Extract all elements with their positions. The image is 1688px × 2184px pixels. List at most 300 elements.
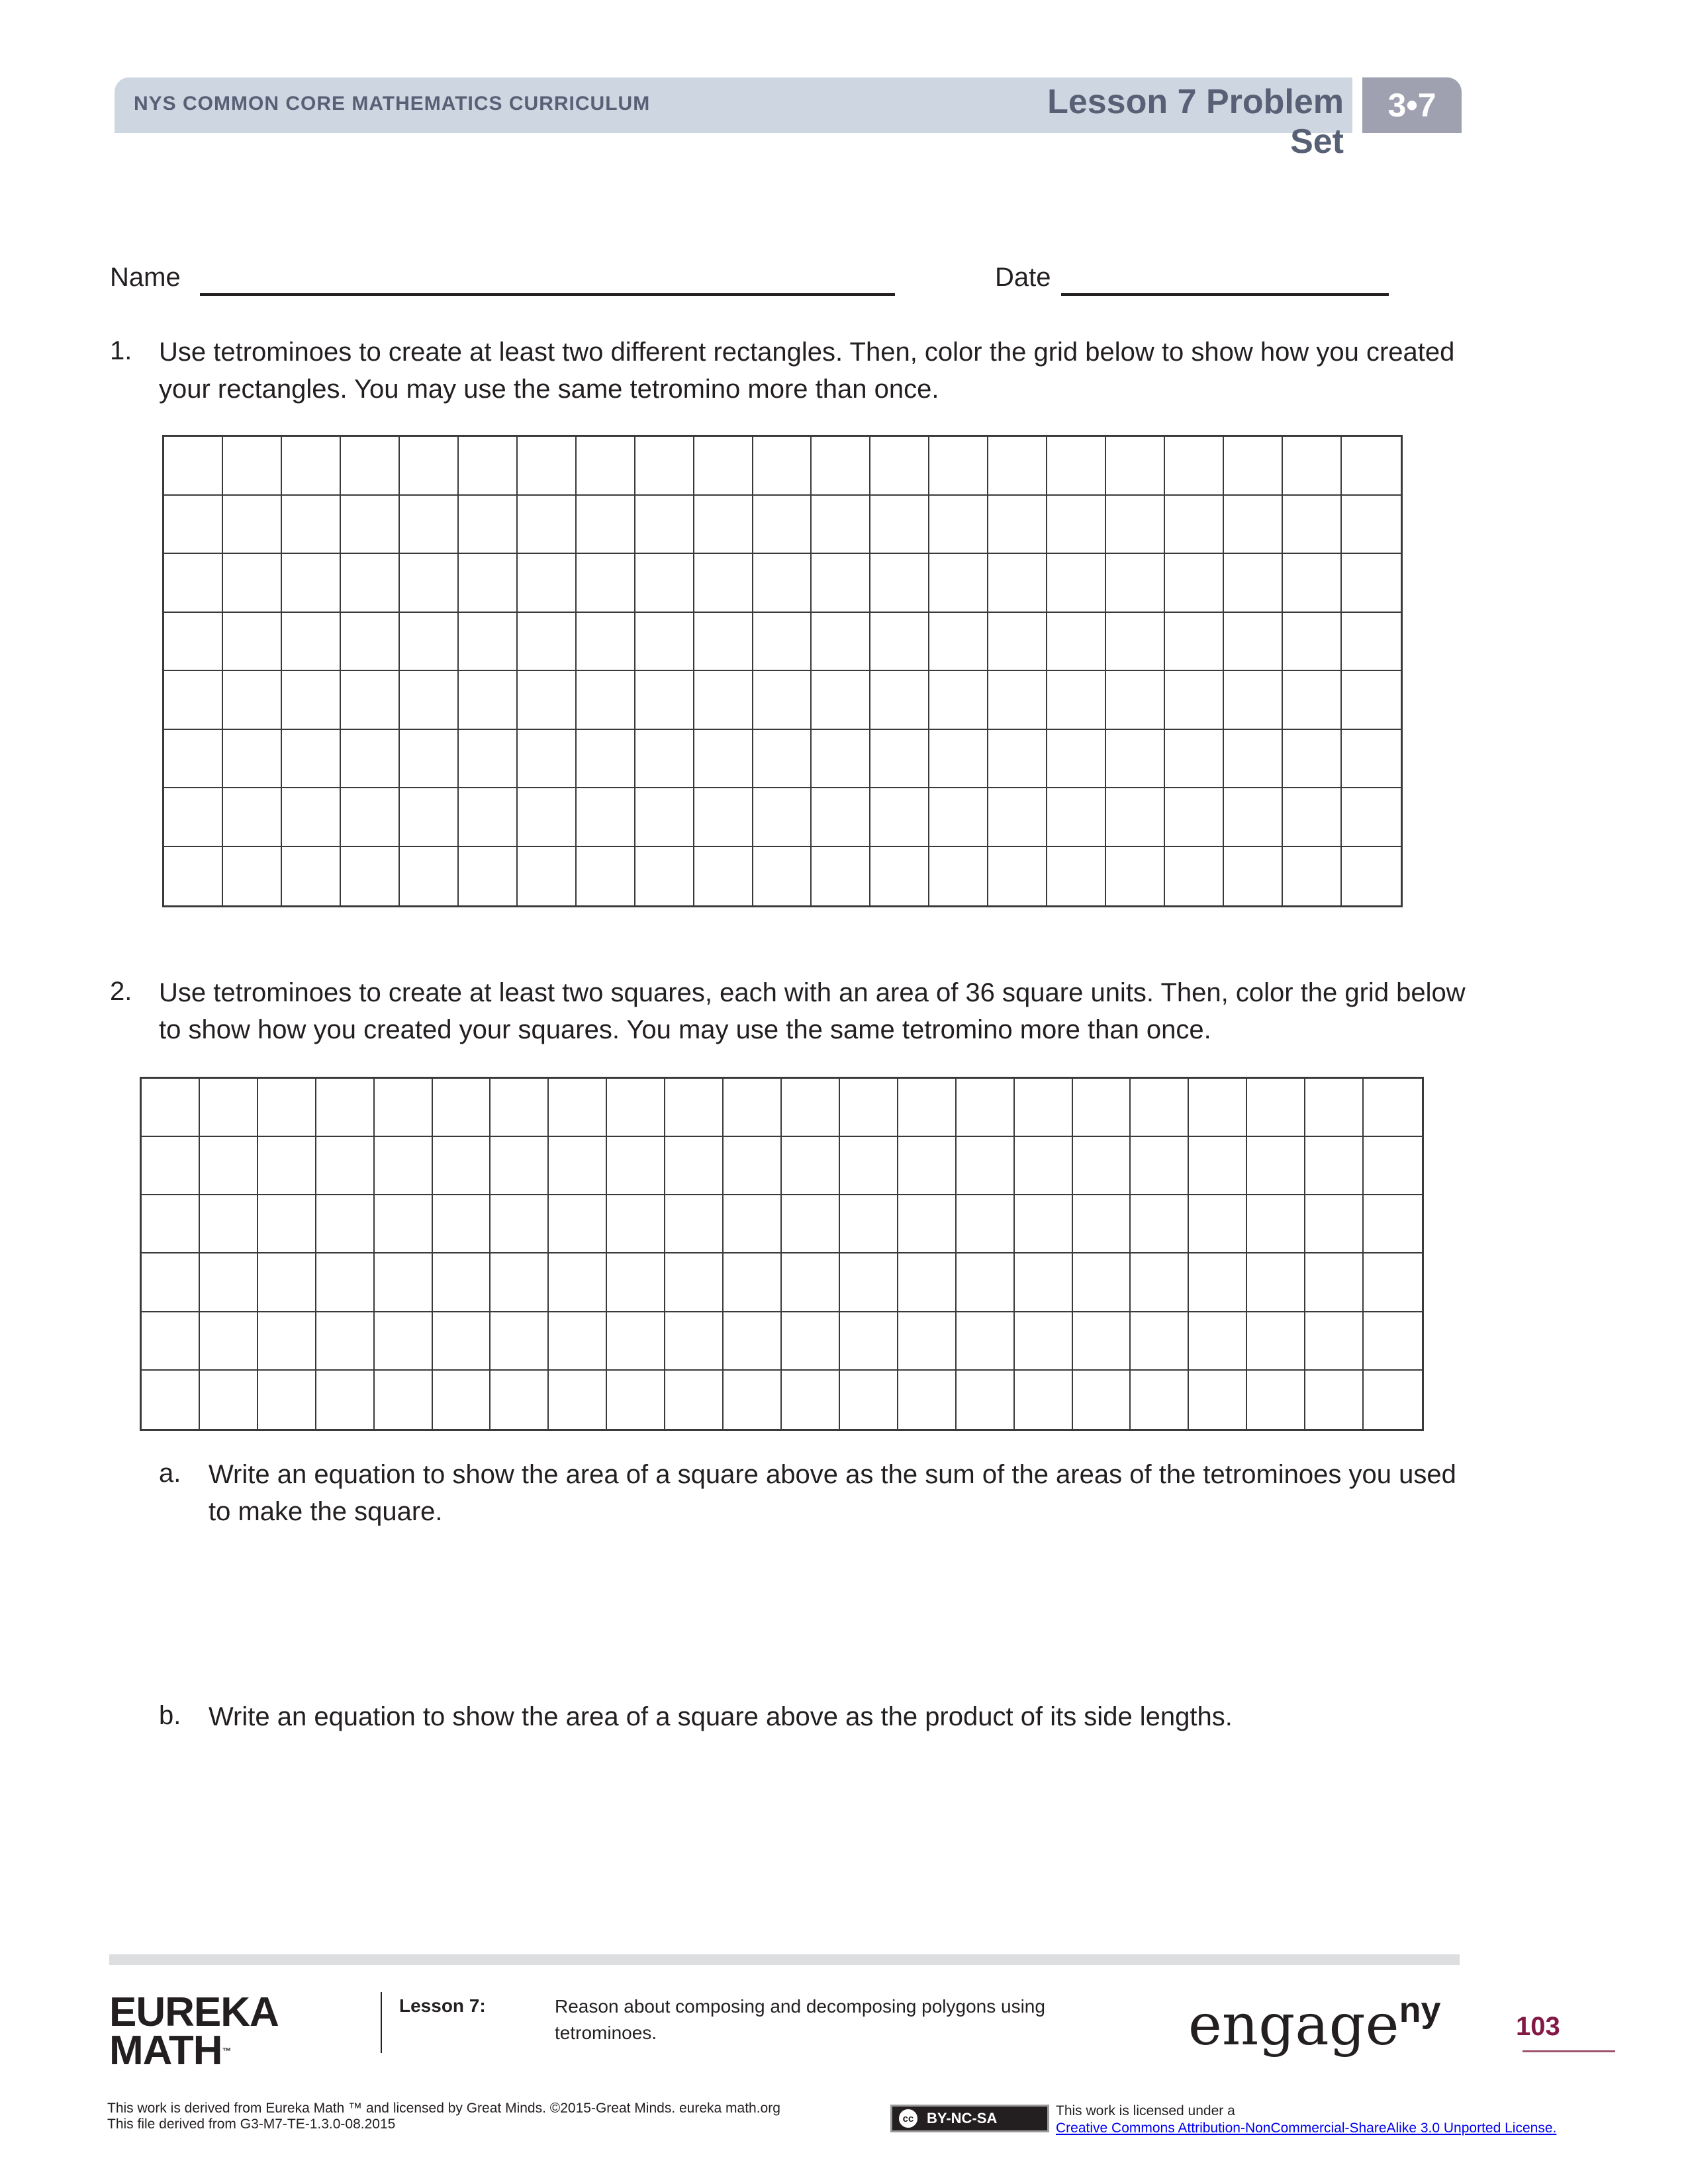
grid-cell[interactable] <box>341 730 400 789</box>
grid-cell[interactable] <box>1224 496 1283 555</box>
grid-cell[interactable] <box>694 554 753 613</box>
grid-cell[interactable] <box>491 1312 549 1371</box>
grid-cell[interactable] <box>1106 554 1165 613</box>
grid-cell[interactable] <box>694 847 753 906</box>
grid-cell[interactable] <box>1073 1312 1131 1371</box>
grid-cell[interactable] <box>142 1253 200 1312</box>
grid-cell[interactable] <box>375 1312 433 1371</box>
grid-cell[interactable] <box>258 1253 316 1312</box>
grid-cell[interactable] <box>812 788 870 847</box>
grid-cell[interactable] <box>459 788 518 847</box>
grid-cell[interactable] <box>898 1312 957 1371</box>
grid-cell[interactable] <box>433 1079 491 1137</box>
grid-cell[interactable] <box>988 847 1047 906</box>
grid-cell[interactable] <box>577 613 635 672</box>
grid-cell[interactable] <box>223 437 282 496</box>
grid-cell[interactable] <box>1364 1079 1422 1137</box>
grid-cell[interactable] <box>607 1371 665 1429</box>
grid-cell[interactable] <box>1106 847 1165 906</box>
grid-cell[interactable] <box>988 671 1047 730</box>
grid-cell[interactable] <box>607 1253 665 1312</box>
grid-cell[interactable] <box>1342 788 1401 847</box>
grid-cell[interactable] <box>549 1253 607 1312</box>
name-field[interactable] <box>200 293 895 296</box>
grid-cell[interactable] <box>840 1079 898 1137</box>
grid-cell[interactable] <box>840 1137 898 1195</box>
grid-cell[interactable] <box>1047 788 1106 847</box>
grid-cell[interactable] <box>1047 496 1106 555</box>
grid-cell[interactable] <box>957 1195 1015 1253</box>
grid-cell[interactable] <box>1342 437 1401 496</box>
grid-cell[interactable] <box>988 554 1047 613</box>
grid-cell[interactable] <box>1131 1079 1189 1137</box>
grid-cell[interactable] <box>200 1137 258 1195</box>
grid-cell[interactable] <box>1073 1079 1131 1137</box>
grid-cell[interactable] <box>1224 437 1283 496</box>
grid-cell[interactable] <box>375 1195 433 1253</box>
grid-cell[interactable] <box>694 730 753 789</box>
grid-cell[interactable] <box>1106 730 1165 789</box>
grid-cell[interactable] <box>518 788 577 847</box>
grid-cell[interactable] <box>282 496 341 555</box>
grid-cell[interactable] <box>1283 730 1342 789</box>
grid-cell[interactable] <box>316 1312 375 1371</box>
grid-cell[interactable] <box>1047 847 1106 906</box>
grid-cell[interactable] <box>400 554 459 613</box>
grid-cell[interactable] <box>1224 613 1283 672</box>
grid-cell[interactable] <box>782 1253 840 1312</box>
problem-2-grid[interactable] <box>140 1077 1424 1431</box>
grid-cell[interactable] <box>812 847 870 906</box>
grid-cell[interactable] <box>607 1137 665 1195</box>
grid-cell[interactable] <box>282 730 341 789</box>
grid-cell[interactable] <box>1224 788 1283 847</box>
grid-cell[interactable] <box>223 788 282 847</box>
grid-cell[interactable] <box>1131 1195 1189 1253</box>
grid-cell[interactable] <box>988 496 1047 555</box>
grid-cell[interactable] <box>1073 1253 1131 1312</box>
grid-cell[interactable] <box>1342 730 1401 789</box>
grid-cell[interactable] <box>1165 671 1224 730</box>
grid-cell[interactable] <box>341 847 400 906</box>
grid-cell[interactable] <box>375 1137 433 1195</box>
grid-cell[interactable] <box>1364 1312 1422 1371</box>
grid-cell[interactable] <box>341 554 400 613</box>
grid-cell[interactable] <box>1247 1195 1305 1253</box>
grid-cell[interactable] <box>929 788 988 847</box>
grid-cell[interactable] <box>665 1253 724 1312</box>
grid-cell[interactable] <box>491 1371 549 1429</box>
grid-cell[interactable] <box>459 496 518 555</box>
grid-cell[interactable] <box>957 1079 1015 1137</box>
grid-cell[interactable] <box>433 1195 491 1253</box>
grid-cell[interactable] <box>341 788 400 847</box>
grid-cell[interactable] <box>1047 613 1106 672</box>
grid-cell[interactable] <box>1247 1137 1305 1195</box>
grid-cell[interactable] <box>400 847 459 906</box>
grid-cell[interactable] <box>1131 1312 1189 1371</box>
grid-cell[interactable] <box>1364 1195 1422 1253</box>
grid-cell[interactable] <box>282 847 341 906</box>
grid-cell[interactable] <box>577 847 635 906</box>
grid-cell[interactable] <box>929 730 988 789</box>
grid-cell[interactable] <box>957 1253 1015 1312</box>
grid-cell[interactable] <box>870 437 929 496</box>
grid-cell[interactable] <box>694 671 753 730</box>
grid-cell[interactable] <box>782 1312 840 1371</box>
grid-cell[interactable] <box>142 1312 200 1371</box>
grid-cell[interactable] <box>753 847 812 906</box>
grid-cell[interactable] <box>1283 554 1342 613</box>
grid-cell[interactable] <box>1305 1371 1364 1429</box>
grid-cell[interactable] <box>1224 847 1283 906</box>
grid-cell[interactable] <box>812 730 870 789</box>
grid-cell[interactable] <box>142 1079 200 1137</box>
grid-cell[interactable] <box>1247 1371 1305 1429</box>
grid-cell[interactable] <box>491 1079 549 1137</box>
grid-cell[interactable] <box>258 1371 316 1429</box>
grid-cell[interactable] <box>870 496 929 555</box>
grid-cell[interactable] <box>694 496 753 555</box>
grid-cell[interactable] <box>1165 613 1224 672</box>
grid-cell[interactable] <box>753 788 812 847</box>
grid-cell[interactable] <box>316 1195 375 1253</box>
grid-cell[interactable] <box>549 1137 607 1195</box>
grid-cell[interactable] <box>433 1137 491 1195</box>
grid-cell[interactable] <box>753 437 812 496</box>
grid-cell[interactable] <box>223 671 282 730</box>
grid-cell[interactable] <box>577 496 635 555</box>
grid-cell[interactable] <box>724 1195 782 1253</box>
grid-cell[interactable] <box>929 671 988 730</box>
grid-cell[interactable] <box>957 1371 1015 1429</box>
grid-cell[interactable] <box>1283 847 1342 906</box>
grid-cell[interactable] <box>164 847 223 906</box>
grid-cell[interactable] <box>1165 730 1224 789</box>
grid-cell[interactable] <box>665 1137 724 1195</box>
grid-cell[interactable] <box>753 554 812 613</box>
grid-cell[interactable] <box>491 1195 549 1253</box>
grid-cell[interactable] <box>1283 496 1342 555</box>
grid-cell[interactable] <box>1305 1312 1364 1371</box>
grid-cell[interactable] <box>549 1312 607 1371</box>
grid-cell[interactable] <box>1106 788 1165 847</box>
grid-cell[interactable] <box>1283 613 1342 672</box>
grid-cell[interactable] <box>142 1371 200 1429</box>
grid-cell[interactable] <box>1283 437 1342 496</box>
grid-cell[interactable] <box>929 554 988 613</box>
grid-cell[interactable] <box>1015 1137 1073 1195</box>
grid-cell[interactable] <box>223 554 282 613</box>
grid-cell[interactable] <box>341 671 400 730</box>
grid-cell[interactable] <box>1189 1312 1247 1371</box>
grid-cell[interactable] <box>1224 554 1283 613</box>
grid-cell[interactable] <box>1165 554 1224 613</box>
grid-cell[interactable] <box>929 437 988 496</box>
grid-cell[interactable] <box>988 788 1047 847</box>
grid-cell[interactable] <box>459 847 518 906</box>
grid-cell[interactable] <box>1189 1137 1247 1195</box>
grid-cell[interactable] <box>988 613 1047 672</box>
grid-cell[interactable] <box>433 1312 491 1371</box>
grid-cell[interactable] <box>1131 1371 1189 1429</box>
grid-cell[interactable] <box>518 613 577 672</box>
grid-cell[interactable] <box>341 496 400 555</box>
grid-cell[interactable] <box>282 437 341 496</box>
grid-cell[interactable] <box>1283 788 1342 847</box>
grid-cell[interactable] <box>491 1253 549 1312</box>
grid-cell[interactable] <box>200 1312 258 1371</box>
grid-cell[interactable] <box>753 613 812 672</box>
grid-cell[interactable] <box>375 1079 433 1137</box>
grid-cell[interactable] <box>782 1371 840 1429</box>
grid-cell[interactable] <box>1047 671 1106 730</box>
grid-cell[interactable] <box>1224 730 1283 789</box>
date-field[interactable] <box>1061 293 1389 296</box>
grid-cell[interactable] <box>164 730 223 789</box>
grid-cell[interactable] <box>433 1253 491 1312</box>
grid-cell[interactable] <box>1305 1079 1364 1137</box>
grid-cell[interactable] <box>258 1312 316 1371</box>
grid-cell[interactable] <box>316 1253 375 1312</box>
grid-cell[interactable] <box>724 1312 782 1371</box>
grid-cell[interactable] <box>1189 1079 1247 1137</box>
grid-cell[interactable] <box>724 1137 782 1195</box>
grid-cell[interactable] <box>1364 1253 1422 1312</box>
grid-cell[interactable] <box>1047 437 1106 496</box>
cc-license-badge[interactable] <box>890 2105 1049 2132</box>
grid-cell[interactable] <box>400 788 459 847</box>
grid-cell[interactable] <box>724 1371 782 1429</box>
grid-cell[interactable] <box>870 788 929 847</box>
grid-cell[interactable] <box>577 437 635 496</box>
grid-cell[interactable] <box>753 496 812 555</box>
grid-cell[interactable] <box>258 1137 316 1195</box>
grid-cell[interactable] <box>577 730 635 789</box>
grid-cell[interactable] <box>1165 496 1224 555</box>
grid-cell[interactable] <box>1106 671 1165 730</box>
grid-cell[interactable] <box>164 671 223 730</box>
grid-cell[interactable] <box>635 730 694 789</box>
grid-cell[interactable] <box>459 437 518 496</box>
part-a-answer-area[interactable] <box>209 1535 1453 1688</box>
grid-cell[interactable] <box>1015 1371 1073 1429</box>
grid-cell[interactable] <box>282 613 341 672</box>
grid-cell[interactable] <box>164 554 223 613</box>
grid-cell[interactable] <box>518 437 577 496</box>
grid-cell[interactable] <box>898 1371 957 1429</box>
grid-cell[interactable] <box>549 1195 607 1253</box>
grid-cell[interactable] <box>870 554 929 613</box>
grid-cell[interactable] <box>1106 496 1165 555</box>
grid-cell[interactable] <box>200 1195 258 1253</box>
grid-cell[interactable] <box>988 437 1047 496</box>
grid-cell[interactable] <box>840 1312 898 1371</box>
grid-cell[interactable] <box>549 1079 607 1137</box>
grid-cell[interactable] <box>753 671 812 730</box>
grid-cell[interactable] <box>1165 847 1224 906</box>
grid-cell[interactable] <box>1247 1312 1305 1371</box>
grid-cell[interactable] <box>341 437 400 496</box>
grid-cell[interactable] <box>518 554 577 613</box>
grid-cell[interactable] <box>812 671 870 730</box>
grid-cell[interactable] <box>282 554 341 613</box>
grid-cell[interactable] <box>1189 1371 1247 1429</box>
grid-cell[interactable] <box>635 613 694 672</box>
grid-cell[interactable] <box>375 1371 433 1429</box>
grid-cell[interactable] <box>549 1371 607 1429</box>
grid-cell[interactable] <box>1015 1253 1073 1312</box>
grid-cell[interactable] <box>898 1195 957 1253</box>
grid-cell[interactable] <box>459 671 518 730</box>
grid-cell[interactable] <box>282 671 341 730</box>
grid-cell[interactable] <box>1342 671 1401 730</box>
grid-cell[interactable] <box>577 671 635 730</box>
grid-cell[interactable] <box>1073 1371 1131 1429</box>
grid-cell[interactable] <box>1189 1253 1247 1312</box>
grid-cell[interactable] <box>282 788 341 847</box>
grid-cell[interactable] <box>957 1137 1015 1195</box>
grid-cell[interactable] <box>1189 1195 1247 1253</box>
grid-cell[interactable] <box>898 1079 957 1137</box>
grid-cell[interactable] <box>1364 1137 1422 1195</box>
problem-1-grid[interactable] <box>162 435 1403 907</box>
grid-cell[interactable] <box>635 847 694 906</box>
grid-cell[interactable] <box>665 1312 724 1371</box>
grid-cell[interactable] <box>223 496 282 555</box>
grid-cell[interactable] <box>200 1371 258 1429</box>
grid-cell[interactable] <box>400 496 459 555</box>
grid-cell[interactable] <box>607 1312 665 1371</box>
grid-cell[interactable] <box>694 613 753 672</box>
grid-cell[interactable] <box>870 613 929 672</box>
grid-cell[interactable] <box>1342 847 1401 906</box>
grid-cell[interactable] <box>1247 1079 1305 1137</box>
grid-cell[interactable] <box>142 1195 200 1253</box>
grid-cell[interactable] <box>1073 1195 1131 1253</box>
grid-cell[interactable] <box>988 730 1047 789</box>
grid-cell[interactable] <box>164 437 223 496</box>
grid-cell[interactable] <box>607 1079 665 1137</box>
grid-cell[interactable] <box>164 613 223 672</box>
grid-cell[interactable] <box>258 1079 316 1137</box>
grid-cell[interactable] <box>375 1253 433 1312</box>
grid-cell[interactable] <box>635 554 694 613</box>
grid-cell[interactable] <box>898 1253 957 1312</box>
grid-cell[interactable] <box>929 847 988 906</box>
grid-cell[interactable] <box>200 1079 258 1137</box>
grid-cell[interactable] <box>518 671 577 730</box>
grid-cell[interactable] <box>1047 730 1106 789</box>
grid-cell[interactable] <box>577 554 635 613</box>
grid-cell[interactable] <box>1165 788 1224 847</box>
grid-cell[interactable] <box>200 1253 258 1312</box>
license-link[interactable]: Creative Commons Attribution-NonCommercial-ShareAlike 3.0 Unported License. <box>1056 2120 1557 2136</box>
grid-cell[interactable] <box>142 1137 200 1195</box>
grid-cell[interactable] <box>1364 1371 1422 1429</box>
grid-cell[interactable] <box>258 1195 316 1253</box>
grid-cell[interactable] <box>929 496 988 555</box>
grid-cell[interactable] <box>870 847 929 906</box>
grid-cell[interactable] <box>577 788 635 847</box>
grid-cell[interactable] <box>694 437 753 496</box>
grid-cell[interactable] <box>1015 1079 1073 1137</box>
grid-cell[interactable] <box>316 1079 375 1137</box>
grid-cell[interactable] <box>400 437 459 496</box>
grid-cell[interactable] <box>223 847 282 906</box>
grid-cell[interactable] <box>1131 1137 1189 1195</box>
grid-cell[interactable] <box>724 1079 782 1137</box>
grid-cell[interactable] <box>812 554 870 613</box>
grid-cell[interactable] <box>459 613 518 672</box>
grid-cell[interactable] <box>607 1195 665 1253</box>
grid-cell[interactable] <box>635 496 694 555</box>
grid-cell[interactable] <box>223 730 282 789</box>
grid-cell[interactable] <box>753 730 812 789</box>
grid-cell[interactable] <box>870 730 929 789</box>
grid-cell[interactable] <box>1342 613 1401 672</box>
grid-cell[interactable] <box>870 671 929 730</box>
grid-cell[interactable] <box>433 1371 491 1429</box>
grid-cell[interactable] <box>665 1079 724 1137</box>
grid-cell[interactable] <box>635 671 694 730</box>
grid-cell[interactable] <box>665 1371 724 1429</box>
grid-cell[interactable] <box>1224 671 1283 730</box>
grid-cell[interactable] <box>1247 1253 1305 1312</box>
grid-cell[interactable] <box>1073 1137 1131 1195</box>
grid-cell[interactable] <box>1106 437 1165 496</box>
grid-cell[interactable] <box>1165 437 1224 496</box>
grid-cell[interactable] <box>518 730 577 789</box>
grid-cell[interactable] <box>400 730 459 789</box>
part-b-answer-area[interactable] <box>209 1754 1453 1926</box>
grid-cell[interactable] <box>665 1195 724 1253</box>
grid-cell[interactable] <box>1283 671 1342 730</box>
grid-cell[interactable] <box>635 788 694 847</box>
grid-cell[interactable] <box>1342 496 1401 555</box>
grid-cell[interactable] <box>840 1195 898 1253</box>
grid-cell[interactable] <box>223 613 282 672</box>
grid-cell[interactable] <box>164 788 223 847</box>
grid-cell[interactable] <box>694 788 753 847</box>
grid-cell[interactable] <box>957 1312 1015 1371</box>
grid-cell[interactable] <box>840 1371 898 1429</box>
grid-cell[interactable] <box>812 496 870 555</box>
grid-cell[interactable] <box>491 1137 549 1195</box>
grid-cell[interactable] <box>782 1137 840 1195</box>
grid-cell[interactable] <box>459 730 518 789</box>
grid-cell[interactable] <box>724 1253 782 1312</box>
grid-cell[interactable] <box>400 671 459 730</box>
grid-cell[interactable] <box>400 613 459 672</box>
grid-cell[interactable] <box>1342 554 1401 613</box>
grid-cell[interactable] <box>812 437 870 496</box>
grid-cell[interactable] <box>840 1253 898 1312</box>
grid-cell[interactable] <box>164 496 223 555</box>
grid-cell[interactable] <box>782 1195 840 1253</box>
grid-cell[interactable] <box>782 1079 840 1137</box>
grid-cell[interactable] <box>1131 1253 1189 1312</box>
grid-cell[interactable] <box>341 613 400 672</box>
grid-cell[interactable] <box>898 1137 957 1195</box>
grid-cell[interactable] <box>635 437 694 496</box>
grid-cell[interactable] <box>812 613 870 672</box>
grid-cell[interactable] <box>1015 1312 1073 1371</box>
grid-cell[interactable] <box>459 554 518 613</box>
grid-cell[interactable] <box>1047 554 1106 613</box>
grid-cell[interactable] <box>518 496 577 555</box>
grid-cell[interactable] <box>1305 1253 1364 1312</box>
